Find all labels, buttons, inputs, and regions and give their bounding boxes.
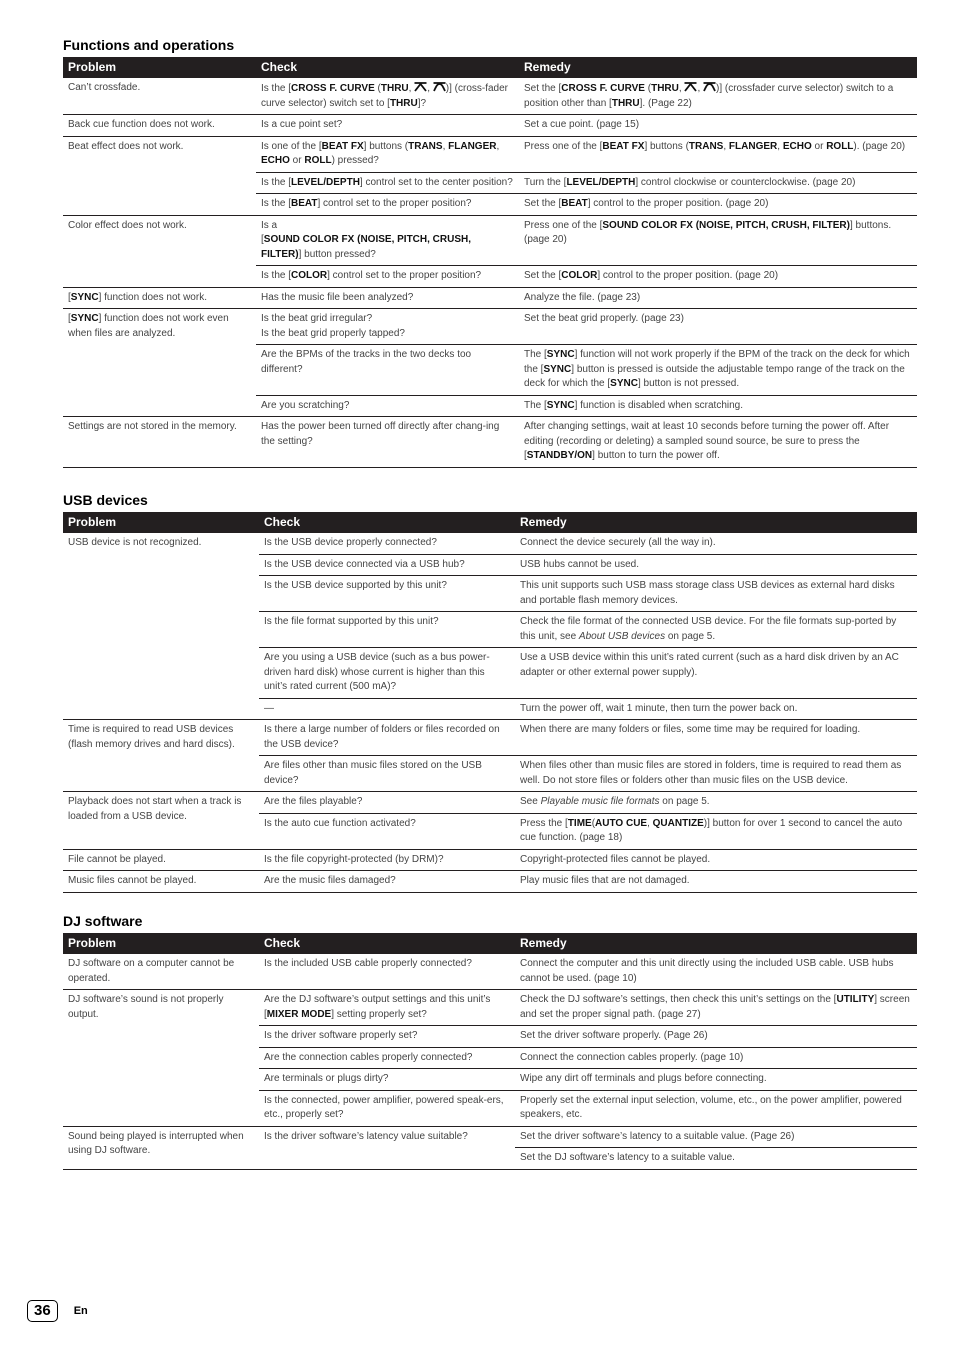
crossfader-curve-smooth-icon	[703, 81, 716, 92]
problem-cell: Color effect does not work.	[63, 216, 256, 288]
col-header-problem: Problem	[63, 933, 259, 954]
check-cell: —	[259, 699, 515, 721]
check-cell: Has the power been turned off directly after chang-ing the setting?	[256, 417, 519, 468]
check-cell: Is the [CROSS F. CURVE (THRU, , )] (cross-fader curve selector) switch set to [THRU]?	[256, 78, 519, 115]
remedy-cell: Play music files that are not damaged.	[515, 871, 917, 893]
remedy-cell: Set the [BEAT] control to the proper position. (page 20)	[519, 194, 917, 216]
table-row	[63, 990, 917, 1026]
remedy-cell: USB hubs cannot be used.	[515, 555, 917, 577]
remedy-cell: Set the [CROSS F. CURVE (THRU, , )] (crossfader curve selector) switch to a position other than [THRU]. (Page 22)	[519, 78, 917, 115]
col-header-remedy: Remedy	[519, 57, 917, 78]
crossfader-curve-sharp-icon	[414, 81, 427, 92]
col-header-check: Check	[256, 57, 519, 78]
problem-cell: Playback does not start when a track is loaded from a USB device.	[63, 792, 259, 850]
table-row	[63, 533, 917, 555]
check-cell: Is the USB device supported by this unit?	[259, 576, 515, 612]
check-cell: Are the connection cables properly connected?	[259, 1048, 515, 1070]
check-cell: Is the [BEAT] control set to the proper position?	[256, 194, 519, 216]
remedy-cell: The [SYNC] function is disabled when scratching.	[519, 396, 917, 418]
remedy-cell: Properly set the external input selection, volume, etc., on the power amplifier, powered speakers, etc.	[515, 1091, 917, 1127]
col-header-problem: Problem	[63, 512, 259, 533]
remedy-cell: Analyze the file. (page 23)	[519, 288, 917, 310]
crossfader-curve-sharp-icon	[684, 81, 697, 92]
check-cell: Are the DJ software’s output settings and this unit’s [MIXER MODE] setting properly set?	[259, 990, 515, 1026]
remedy-cell: Check the file format of the connected USB device. For the file formats sup-ported by this unit, see About USB devices on page 5.	[515, 612, 917, 648]
check-cell: Is the USB device connected via a USB hub?	[259, 555, 515, 577]
section-usb	[63, 491, 917, 893]
remedy-cell: Set the beat grid properly. (page 23)	[519, 309, 917, 345]
remedy-cell: Turn the [LEVEL/DEPTH] control clockwise or counterclockwise. (page 20)	[519, 173, 917, 195]
page-footer	[27, 1300, 88, 1322]
check-cell: Are the BPMs of the tracks in the two decks too different?	[256, 345, 519, 396]
check-cell: Are the music files damaged?	[259, 871, 515, 893]
col-header-problem: Problem	[63, 57, 256, 78]
problem-cell: Can’t crossfade.	[63, 78, 256, 115]
check-cell: Is the driver software’s latency value suitable?	[259, 1127, 515, 1170]
remedy-cell: After changing settings, wait at least 10 seconds before turning the power off. After editing (recording or deleting) a sampled sound source, be sure to press the [STANDBY/ON] button to turn the power off.	[519, 417, 917, 468]
check-cell: Is the file format supported by this unit?	[259, 612, 515, 648]
language-label: En	[73, 1305, 88, 1317]
check-cell: Is there a large number of folders or files recorded on the USB device?	[259, 720, 515, 756]
check-cell: Are you using a USB device (such as a bus power-driven hard disk) whose current is higher than this unit’s rated current (500 mA)?	[259, 648, 515, 699]
table-row	[63, 216, 917, 267]
problem-cell: USB device is not recognized.	[63, 533, 259, 720]
remedy-cell: When there are many folders or files, some time may be required for loading.	[515, 720, 917, 756]
remedy-cell: Connect the computer and this unit directly using the included USB cable. USB hubs cannot be used. (page 10)	[515, 954, 917, 990]
remedy-cell: This unit supports such USB mass storage class USB devices as external hard disks and portable flash memory devices.	[515, 576, 917, 612]
dj-table	[63, 933, 917, 1170]
remedy-cell: Connect the connection cables properly. (page 10)	[515, 1048, 917, 1070]
table-row	[63, 309, 917, 345]
section-dj-software	[63, 912, 917, 1170]
remedy-cell: Press one of the [BEAT FX] buttons (TRANS, FLANGER, ECHO or ROLL). (page 20)	[519, 137, 917, 173]
check-cell: Are files other than music files stored on the USB device?	[259, 756, 515, 792]
remedy-cell: See Playable music file formats on page 5.	[515, 792, 917, 814]
problem-cell: Music files cannot be played.	[63, 871, 259, 893]
usb-table	[63, 512, 917, 893]
check-cell: Is the USB device properly connected?	[259, 533, 515, 555]
remedy-cell: Wipe any dirt off terminals and plugs before connecting.	[515, 1069, 917, 1091]
remedy-cell: Copyright-protected files cannot be played.	[515, 850, 917, 872]
col-header-check: Check	[259, 512, 515, 533]
check-cell: Are you scratching?	[256, 396, 519, 418]
check-cell: Is the connected, power amplifier, powered speak-ers, etc., properly set?	[259, 1091, 515, 1127]
remedy-cell: Set a cue point. (page 15)	[519, 115, 917, 137]
section-title: DJ software	[63, 913, 143, 929]
remedy-cell: Set the driver software properly. (Page 26)	[515, 1026, 917, 1048]
check-cell: Is the beat grid irregular? Is the beat grid properly tapped?	[256, 309, 519, 345]
check-cell: Is a cue point set?	[256, 115, 519, 137]
check-cell: Is the [COLOR] control set to the proper position?	[256, 266, 519, 288]
section-title: Functions and operations	[63, 37, 235, 53]
check-cell: Is the [LEVEL/DEPTH] control set to the center position?	[256, 173, 519, 195]
check-cell: Is the driver software properly set?	[259, 1026, 515, 1048]
page-number: 36	[27, 1300, 58, 1322]
problem-cell: Beat effect does not work.	[63, 137, 256, 216]
problem-cell: Settings are not stored in the memory.	[63, 417, 256, 468]
check-cell: Is a [SOUND COLOR FX (NOISE, PITCH, CRUSH, FILTER)] button pressed?	[256, 216, 519, 267]
remedy-cell: Turn the power off, wait 1 minute, then turn the power back on.	[515, 699, 917, 721]
col-header-check: Check	[259, 933, 515, 954]
section-functions	[63, 36, 917, 468]
table-row	[63, 417, 917, 468]
check-cell: Is the auto cue function activated?	[259, 814, 515, 850]
table-row	[63, 1127, 917, 1149]
check-cell: Are terminals or plugs dirty?	[259, 1069, 515, 1091]
table-row	[63, 115, 917, 137]
problem-cell: [SYNC] function does not work even when files are analyzed.	[63, 309, 256, 417]
problem-cell: Time is required to read USB devices (flash memory drives and hard discs).	[63, 720, 259, 792]
remedy-cell: Set the [COLOR] control to the proper position. (page 20)	[519, 266, 917, 288]
table-row	[63, 954, 917, 990]
crossfader-curve-smooth-icon	[433, 81, 446, 92]
table-row	[63, 871, 917, 893]
check-cell: Is the file copyright-protected (by DRM)?	[259, 850, 515, 872]
functions-table	[63, 57, 917, 468]
problem-cell: Sound being played is interrupted when using DJ software.	[63, 1127, 259, 1170]
remedy-cell: Use a USB device within this unit’s rated current (such as a hard disk driven by an AC adapter or other external power supply).	[515, 648, 917, 699]
table-row	[63, 720, 917, 756]
remedy-cell: When files other than music files are stored in folders, time is required to read them as well. Do not store files or folders other than music files on the USB device.	[515, 756, 917, 792]
col-header-remedy: Remedy	[515, 512, 917, 533]
problem-cell: Back cue function does not work.	[63, 115, 256, 137]
problem-cell: File cannot be played.	[63, 850, 259, 872]
remedy-cell: Set the DJ software’s latency to a suitable value.	[515, 1148, 917, 1170]
table-row	[63, 288, 917, 310]
remedy-cell: Press the [TIME(AUTO CUE, QUANTIZE)] button for over 1 second to cancel the auto cue function. (page 18)	[515, 814, 917, 850]
remedy-cell: Set the driver software’s latency to a suitable value. (Page 26)	[515, 1127, 917, 1149]
problem-cell: [SYNC] function does not work.	[63, 288, 256, 310]
problem-cell: DJ software on a computer cannot be operated.	[63, 954, 259, 990]
table-row	[63, 78, 917, 115]
col-header-remedy: Remedy	[515, 933, 917, 954]
check-cell: Are the files playable?	[259, 792, 515, 814]
check-cell: Is the included USB cable properly connected?	[259, 954, 515, 990]
remedy-cell: Check the DJ software’s settings, then check this unit’s settings on the [UTILITY] screen and set the proper signal path. (page 27)	[515, 990, 917, 1026]
table-row	[63, 792, 917, 814]
check-cell: Is one of the [BEAT FX] buttons (TRANS, FLANGER, ECHO or ROLL) pressed?	[256, 137, 519, 173]
check-cell: Has the music file been analyzed?	[256, 288, 519, 310]
remedy-cell: Press one of the [SOUND COLOR FX (NOISE, PITCH, CRUSH, FILTER)] buttons. (page 20)	[519, 216, 917, 267]
remedy-cell: Connect the device securely (all the way in).	[515, 533, 917, 555]
remedy-cell: The [SYNC] function will not work properly if the BPM of the track on the deck for which the [SYNC] button is pressed is outside the adjustable tempo range of the track on the deck for which the [SYNC] button is not pressed.	[519, 345, 917, 396]
section-title: USB devices	[63, 492, 148, 508]
table-row	[63, 850, 917, 872]
table-row	[63, 137, 917, 173]
problem-cell: DJ software’s sound is not properly output.	[63, 990, 259, 1127]
